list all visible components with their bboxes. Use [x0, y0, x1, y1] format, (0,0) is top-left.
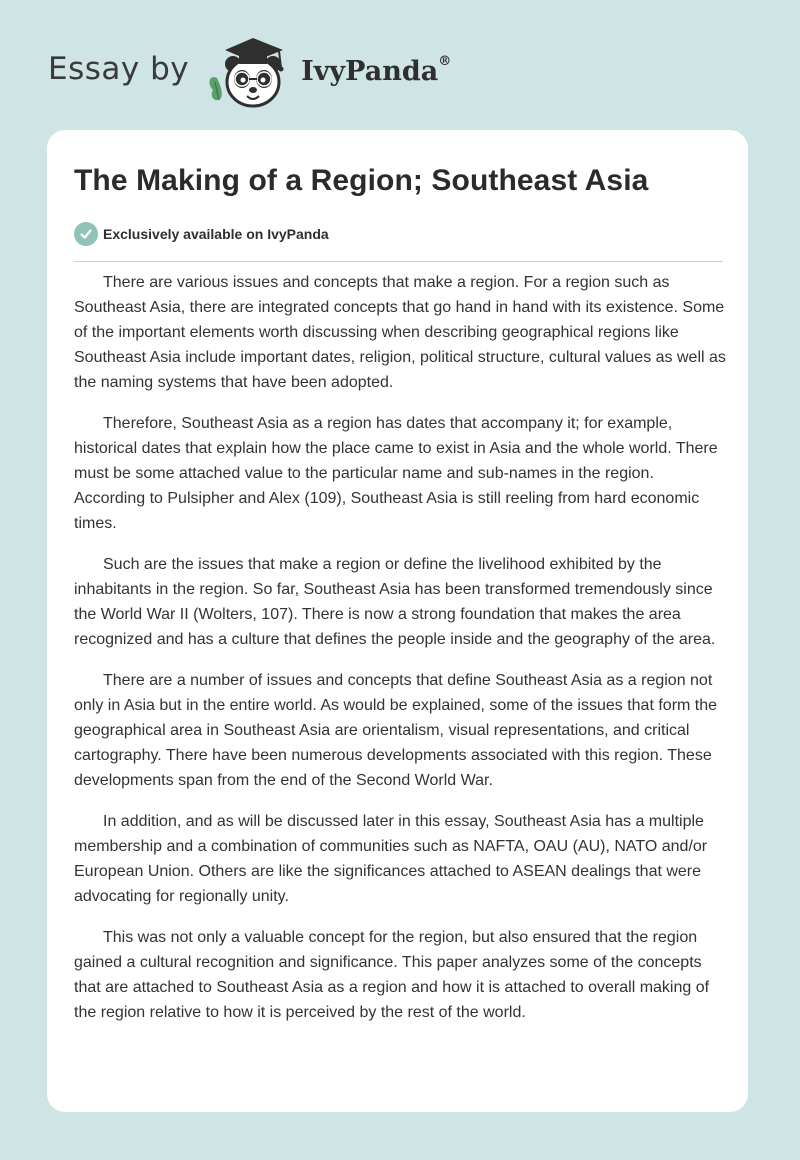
leaf-icon: [210, 77, 222, 100]
panda-logo-icon[interactable]: [203, 34, 299, 110]
essay-by-label: Essay by: [48, 51, 190, 87]
paragraph: In addition, and as will be discussed later in this essay, Southeast Asia has a multiple membership and a combination of communities such as NAFTA, OAU (AU), NATO and/or European Union. Others are like the significances attached to ASEAN dealings that were advocating for regionally unity.: [74, 813, 708, 905]
page-title: The Making of a Region; Southeast Asia: [74, 164, 649, 197]
exclusive-badge: [74, 222, 329, 246]
divider: [74, 261, 723, 262]
check-icon: [74, 222, 98, 246]
paragraph: There are a number of issues and concepts that define Southeast Asia as a region not only in Asia but in the entire world. As would be explained, some of the issues that form the geographical area in Southeast Asia are orientalism, visual representations, and critical cartography. There have been numerous developments associated with this region. These developments span from the end of the Second World War.: [74, 672, 718, 789]
exclusive-label: Exclusively available on IvyPanda: [103, 226, 329, 242]
paragraph: Therefore, Southeast Asia as a region has dates that accompany it; for example, historical dates that explain how the place came to exist in Asia and the whole world. There must be some attached value to the particular name and sub-names in the region. According to Pulsipher and Alex (109), Southeast Asia is still reeling from hard economic times.: [74, 415, 718, 532]
paragraph: This was not only a valuable concept for the region, but also ensured that the region gained a cultural recognition and significance. This paper analyzes some of the concepts that are attached to Southeast Asia as a region and how it is attached to overall making of the region relative to how it is perceived by the rest of the world.: [74, 929, 710, 1021]
paragraph: There are various issues and concepts that make a region. For a region such as Southeast Asia, there are integrated concepts that go hand in hand with its existence. Some of the important elements worth discussing when describing geographical regions like Southeast Asia include important dates, religion, political structure, cultural values as well as the naming systems that have been adopted.: [74, 274, 726, 391]
site-header: [48, 34, 451, 110]
brand-name[interactable]: IvyPanda®: [301, 53, 452, 87]
paragraph: Such are the issues that make a region or define the livelihood exhibited by the inhabitants in the region. So far, Southeast Asia has been transformed tremendously since the World War II (Wolters, 107). There is now a strong foundation that makes the area recognized and has a culture that defines the people inside and the geography of the area.: [74, 556, 716, 648]
essay-body: [74, 270, 726, 1041]
essay-card: [47, 130, 748, 1112]
